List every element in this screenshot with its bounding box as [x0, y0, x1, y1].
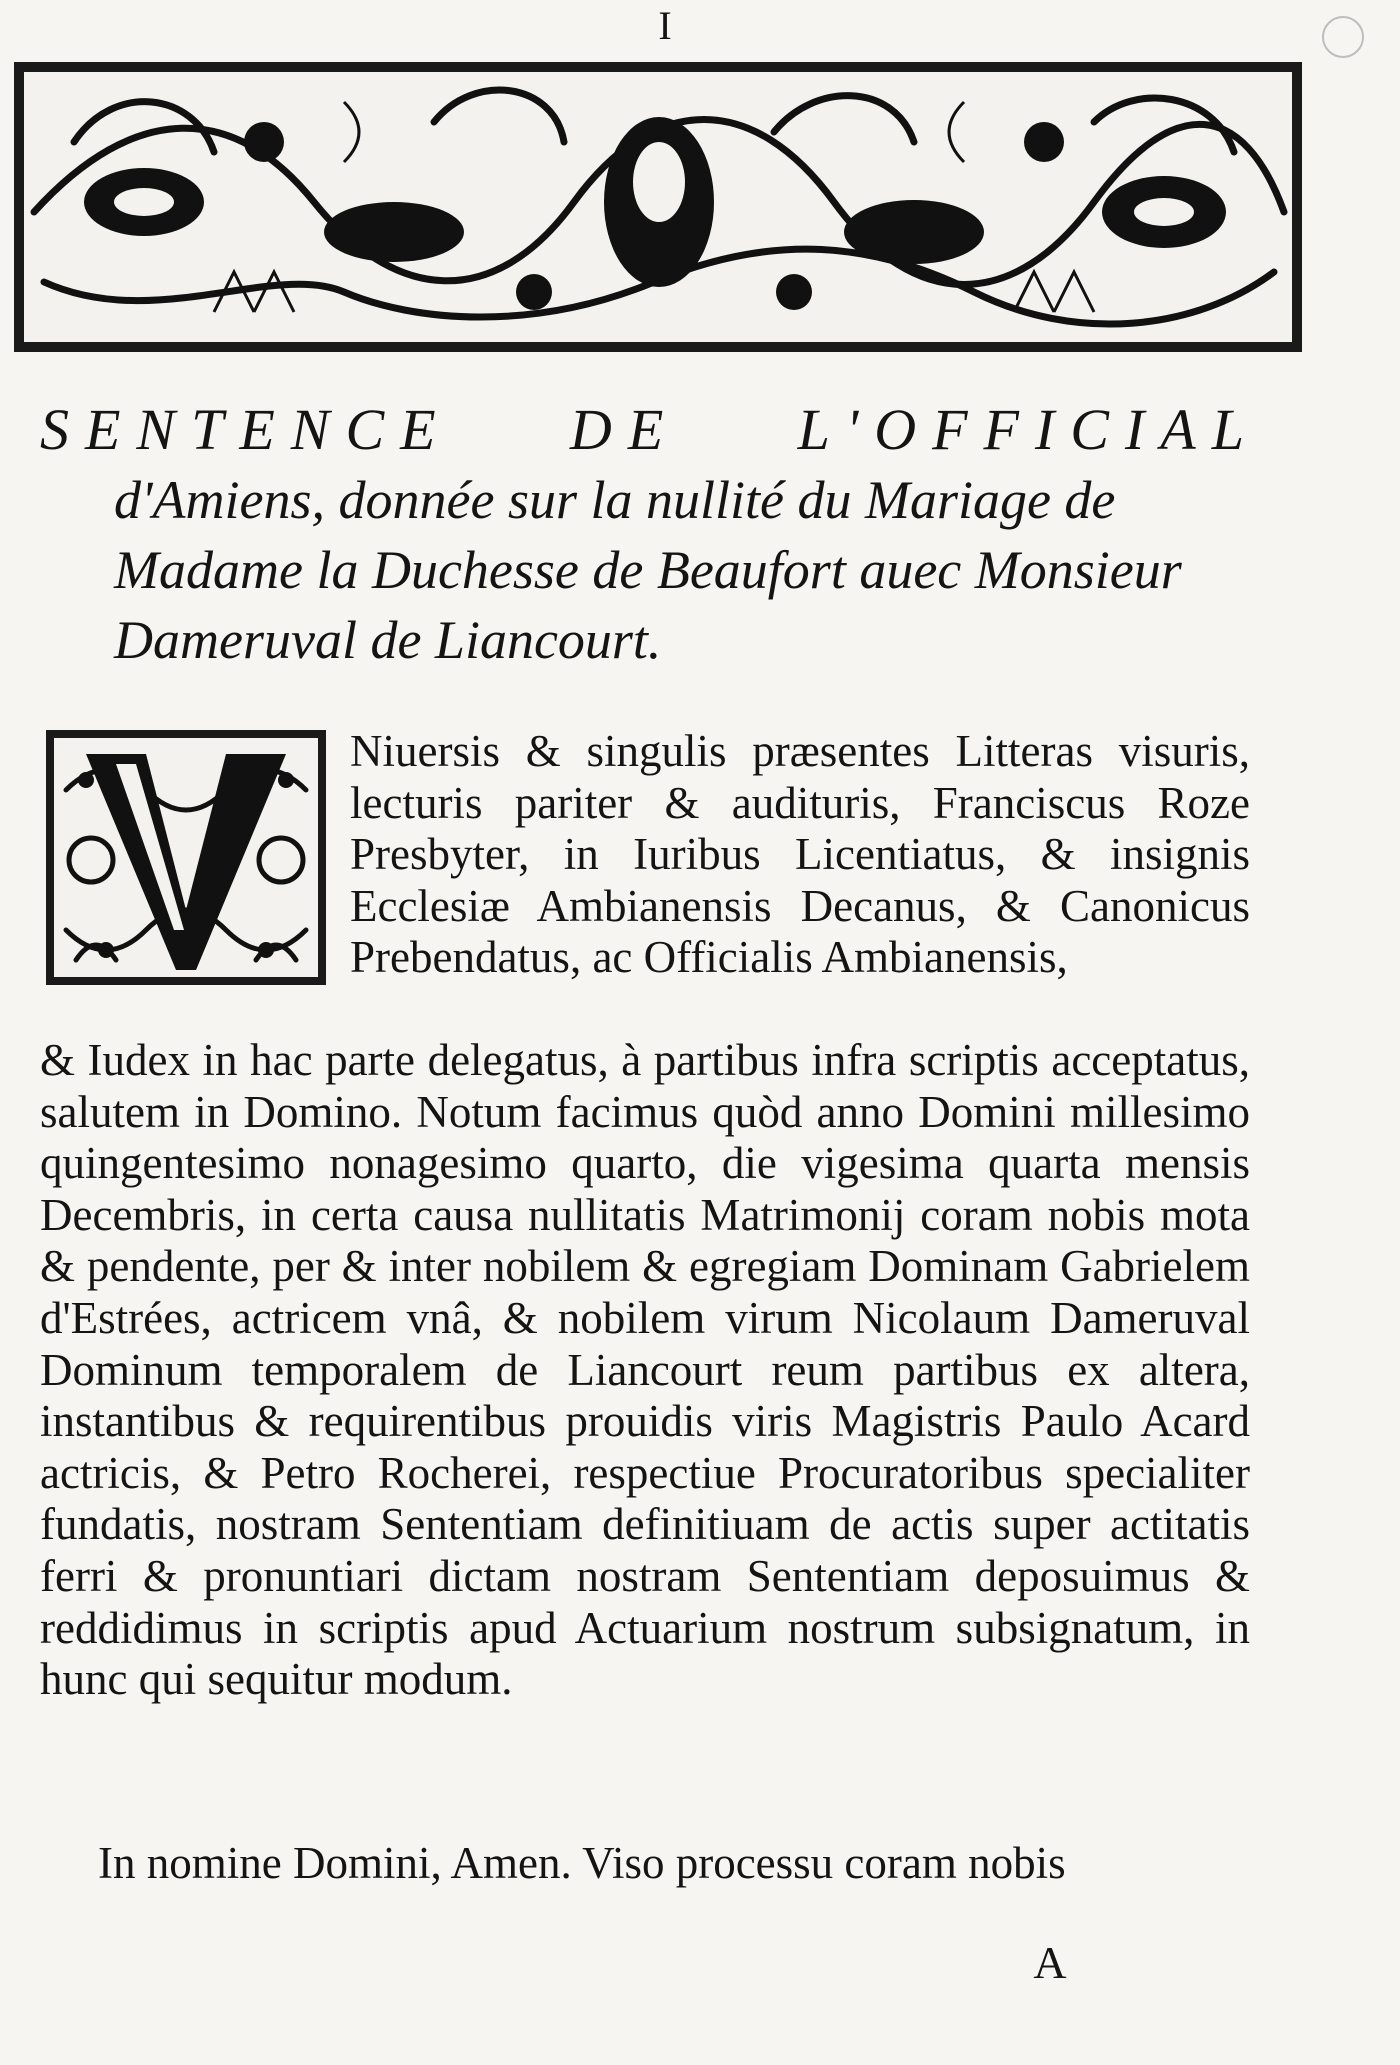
- page-number: I: [658, 3, 672, 48]
- ornamental-headpiece-icon: [14, 62, 1302, 352]
- opening-paragraph: Niuersis & singulis præsentes Litteras visuris, lecturis pariter & audituris, Franciscus Roze Presbyter, in Iuribus Licentiatus, & insignis Ecclesiæ Ambianensis Decanus, & Canonicus Prebendatus, ac Officialis Ambianensis,: [350, 726, 1250, 983]
- body-paragraph: & Iudex in hac parte delegatus, à partibus infra scriptis acceptatus, salutem in Domino. Notum facimus quòd anno Domini millesimo quingentesimo nonagesimo quarto, die vigesima quarta mensis Decembris, in certa causa nullitatis Matrimonij coram nobis mota & pendente, per & inter nobilem & egregiam Dominam Gabrielem d'Estrées, actricem vnâ, & nobilem virum Nicolaum Dameruval Dominum temporalem de Liancourt reum partibus ex altera, instantibus & requirentibus prouidis viris Magistris Paulo Acard actricis, & Petro Rocherei, respectiue Procuratoribus specialiter fundatis, nostram Sententiam definitiuam de actis super actitatis ferri & pronuntiari dictam nostram Sententiam deposuimus & reddidimus in scriptis apud Actuarium nostrum subsignatum, in hunc qui sequitur modum.: [40, 1035, 1250, 1705]
- decorated-initial-v-icon: [46, 730, 326, 985]
- signature-mark: A: [1033, 1937, 1067, 1988]
- drop-cap-woodcut: [46, 730, 326, 985]
- title-line-subtitle: d'Amiens, donnée sur la nullité du Mariage de Madame la Duchesse de Beaufort auec Monsieur Dameruval de Liancourt.: [114, 470, 1182, 670]
- library-stamp-icon: [1322, 16, 1364, 58]
- second-paragraph: In nomine Domini, Amen. Viso processu coram nobis: [98, 1838, 1066, 1888]
- document-title: [40, 395, 1260, 675]
- headpiece-woodcut: [14, 62, 1302, 352]
- title-line-main: SENTENCE DE L'OFFICIAL: [40, 397, 1260, 462]
